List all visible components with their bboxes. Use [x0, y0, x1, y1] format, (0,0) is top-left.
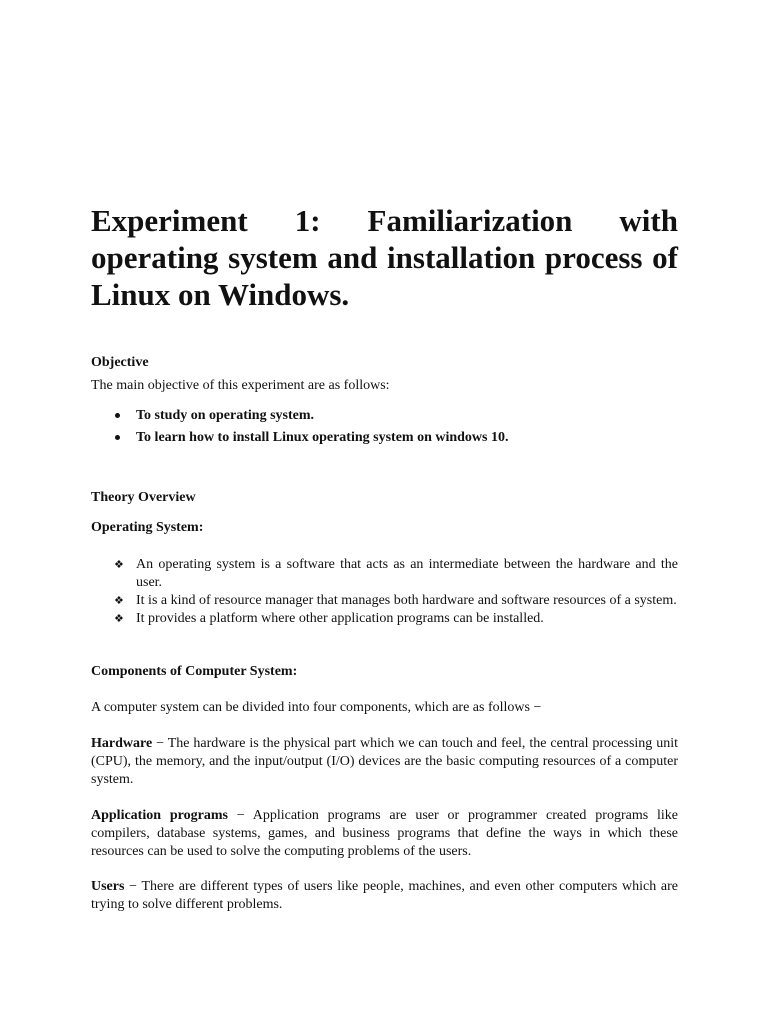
objective-item	[91, 427, 508, 449]
hardware-text: − The hardware is the physical part which we can touch and feel, the central processing unit (CPU), the memory, and the input/output (I/O) devices are the basic computing resources of a computer system.	[91, 736, 678, 787]
objective-heading: Objective	[91, 355, 149, 370]
bullet-icon	[115, 413, 120, 418]
objective-list	[91, 405, 508, 449]
os-list-item	[91, 610, 678, 628]
theory-heading: Theory Overview	[91, 490, 196, 505]
users-term: Users	[91, 879, 125, 894]
objective-item-text: To study on operating system.	[136, 408, 315, 423]
diamond-bullet-icon: ❖	[114, 559, 124, 571]
diamond-bullet-icon: ❖	[114, 613, 124, 625]
diamond-bullet-icon: ❖	[114, 595, 124, 607]
components-heading: Components of Computer System:	[91, 664, 298, 679]
application-programs-text: − Application programs are user or programmer created programs like compilers, database systems, games, and business programs that define the ways in which these resources can be used to solve the computing problems of the users.	[91, 808, 678, 859]
users-paragraph	[91, 878, 678, 914]
objective-item-text: To learn how to install Linux operating system on windows 10.	[136, 430, 509, 445]
os-item-text: An operating system is a software that acts as an intermediate between the hardware and the user.	[136, 557, 678, 590]
os-item-text: It is a kind of resource manager that manages both hardware and software resources of a system.	[136, 593, 677, 608]
components-intro: A computer system can be divided into four components, which are as follows −	[91, 700, 542, 715]
application-programs-term: Application programs	[91, 808, 228, 823]
os-list-item	[91, 556, 678, 592]
hardware-term: Hardware	[91, 736, 153, 751]
experiment-title: Experiment 1: Familiarization with operating system and installation process of Linux on Windows.	[91, 203, 678, 312]
operating-system-heading: Operating System:	[91, 520, 204, 535]
objective-intro: The main objective of this experiment are as follows:	[91, 378, 390, 393]
hardware-paragraph	[91, 735, 678, 789]
users-text: − There are different types of users like people, machines, and even other computers which are trying to solve different problems.	[91, 879, 678, 912]
os-list-item	[91, 592, 678, 610]
operating-system-list	[91, 556, 678, 628]
application-programs-paragraph	[91, 807, 678, 861]
objective-item	[91, 405, 508, 427]
os-item-text: It provides a platform where other application programs can be installed.	[136, 611, 544, 626]
bullet-icon	[115, 435, 120, 440]
